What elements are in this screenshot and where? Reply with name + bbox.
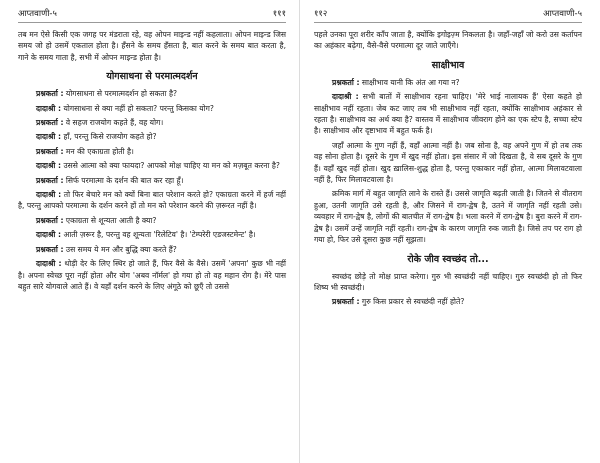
section-heading: योगसाधना से परमात्मदर्शन — [106, 71, 198, 83]
dialogue-line: दादाश्री : हाँ, परन्तु किसे राजयोग कहते हो? — [36, 132, 157, 142]
dialogue-line: प्रश्नकर्ता : मन की एकाग्रता होती है। — [36, 146, 134, 156]
speaker-label: दादाश्री : — [332, 92, 359, 102]
speaker-label: प्रश्नकर्ता : — [36, 146, 64, 156]
right-page-number: ११२ — [314, 9, 328, 19]
speaker-label: प्रश्नकर्ता : — [36, 215, 64, 225]
paragraph: क्रमिक मार्ग में बहुत जागृति लाने के रास्ते हैं। उससे जागृति बढ़ती जाती है। जितने से वीतराग हुआ, उतनी जागृति उसे रहती है, और जिसने में राग-द्वेष है, उतने में जागृति नहीं रहती उसे। व्यवहार में राग-द्वेष है, लोगों की बातचीत में राग-द्वेष है। भला करने में राग-द्वेष है। बुरा करने में राग-द्वेष है। उसमें उन्हें जागृति नहीं रहती। राग-द्वेष के कारण जागृति रुक जाती है। जिसे तप पर राग हो गया हो, फिर उसे दूसरा कुछ नहीं सूझता। — [314, 189, 582, 245]
right-page — [300, 0, 600, 463]
right-page-body — [314, 29, 582, 308]
speaker-label: प्रश्नकर्ता : — [332, 77, 360, 87]
right-running-header — [314, 8, 582, 23]
section-heading: रोके जीव स्वच्छंद तो... — [407, 253, 489, 265]
dialogue-line: दादाश्री : उससे आत्मा को क्या फायदा? आपको मोक्ष चाहिए या मन को मज़बूत करना है? — [36, 161, 280, 171]
speaker-label: दादाश्री : — [36, 103, 62, 113]
speaker-label: दादाश्री : — [36, 132, 62, 142]
dialogue-line: प्रश्नकर्ता : गुरु किस प्रकार से स्वच्छंदी नहीं होते? — [332, 297, 465, 307]
dialogue-line: दादाश्री : आती ज़रूर है, परन्तु वह शून्यता 'रिलेटिव' है। 'टेम्परेरी एडजस्टमेन्ट' है। — [36, 230, 256, 240]
speaker-label: दादाश्री : — [36, 230, 62, 240]
paragraph: स्वच्छंद छोड़े तो मोक्ष प्राप्त करेगा। गुरु भी स्वच्छंदी नहीं चाहिए। गुरु स्वच्छंदी हो तो फिर शिष्य भी स्वच्छंदी। — [314, 271, 582, 292]
left-page-number: १११ — [272, 9, 286, 19]
speaker-label: दादाश्री : — [36, 190, 62, 200]
dialogue-line: दादाश्री : तो फिर बेचारे मन को क्यों बिना बात परेशान करते हो? एकाग्रता करने में हर्ज नहीं है, परन्तु आपको परमात्मा के दर्शन करने हों तो मन को परेशान करने की ज़रूरत नहीं है। — [18, 190, 286, 211]
dialogue-line: दादाश्री : योगसाधना से क्या नहीं हो सकता? परन्तु किसका योग? — [36, 103, 214, 113]
dialogue-line: दादाश्री : थोड़ी देर के लिए स्थिर हो जाते हैं, फिर वैसे के वैसे। उसमें 'अपना' कुछ भी नहीं है। अपना स्वेच्छ पूरा नहीं होता और योग 'अबव नॉर्मल' हो गया हो तो वह महान रोग है। मेरे पास बहुत सारे योगवाले आते हैं। वे यहाँ दर्शन करने के लिए अंगूठे को छूएँ तो उससे — [18, 259, 287, 291]
dialogue-line: प्रश्नकर्ता : योगसाधना से परमात्मदर्शन हो सकता है? — [36, 89, 178, 99]
right-header-title: आप्तवाणी-५ — [543, 9, 582, 19]
dialogue-line: प्रश्नकर्ता : सिर्फ परमात्मा के दर्शन की बात कर रहा हूँ। — [36, 175, 184, 185]
speaker-label: प्रश्नकर्ता : — [36, 118, 64, 128]
dialogue-line: प्रश्नकर्ता : उस समय ये मन और बुद्धि क्या करते हैं? — [36, 244, 177, 254]
left-header-title: आप्तवाणी-५ — [18, 9, 57, 19]
speaker-label: प्रश्नकर्ता : — [332, 297, 360, 307]
paragraph: तब मन ऐसे किसी एक जगह पर मंडराता रहे, वह ओपन माइन्ड नहीं कहलाता। ओपन माइन्ड जिस समय जो हो उसमें एकताल होता है। हँसने के समय हँसता है, बात करने के समय बात करता है, गाने के समय गाता है, सभी में ओपन माइन्ड होता है। — [18, 30, 286, 62]
dialogue-line: दादाश्री : सभी बातों में साक्षीभाव रहना चाहिए। 'मेरे भाई नालायक हैं' ऐसा कहते हो साक्षीभाव नहीं रहता। जेब कट जाए तब भी साक्षीभाव नहीं रहता, क्योंकि साक्षीभाव अहंकार से रहता है। साक्षीभाव का अर्थ क्या है? वास्तव में साक्षीभाव जीवराग होने का एक स्टेप है, सच्चा स्टेप है। साक्षीभाव और दृष्टाभाव में बहुत फर्क है। — [314, 92, 582, 136]
paragraph: जहाँ आत्मा के गुण नहीं हैं, वहाँ आत्मा नहीं है। जब सोना है, वह अपने गुण में हो तब तक वह सोना होता है। दूसरे के गुण में खुद नहीं होता। इस संसार में जो दिखता है, वे सब दूसरे के गुण हैं। वहाँ खुद नहीं होता। खुद ख़ालिस-शुद्ध होता है, परन्तु एकाकार नहीं होता, आत्मा मिलावटवाला नहीं है, फिर मिलावटवाला है। — [314, 140, 582, 185]
paragraph: पहले उनका पूरा शरीर काँप जाता है, क्योंकि इगोइज़्म निकलता है। जहाँ-जहाँ जो करो उस कर्तापन का अहंकार बढ़ेगा, वैसे-वैसे परमात्मा दूर जाते जाएँगे। — [314, 30, 582, 51]
section-heading: साक्षीभाव — [431, 59, 465, 71]
dialogue-line: प्रश्नकर्ता : वे सहज राजयोग कहते हैं, वह योग। — [36, 118, 164, 128]
dialogue-line: प्रश्नकर्ता : साक्षीभाव यानी कि अंत आ गया न? — [332, 77, 460, 87]
dialogue-line: प्रश्नकर्ता : एकाग्रता से शून्यता आती है क्या? — [36, 215, 157, 225]
speaker-label: दादाश्री : — [36, 161, 62, 171]
speaker-label: प्रश्नकर्ता : — [36, 89, 64, 99]
speaker-label: प्रश्नकर्ता : — [36, 175, 64, 185]
speaker-label: प्रश्नकर्ता : — [36, 244, 64, 254]
left-running-header — [18, 8, 286, 23]
speaker-label: दादाश्री : — [36, 259, 62, 269]
left-page-body — [18, 29, 286, 292]
